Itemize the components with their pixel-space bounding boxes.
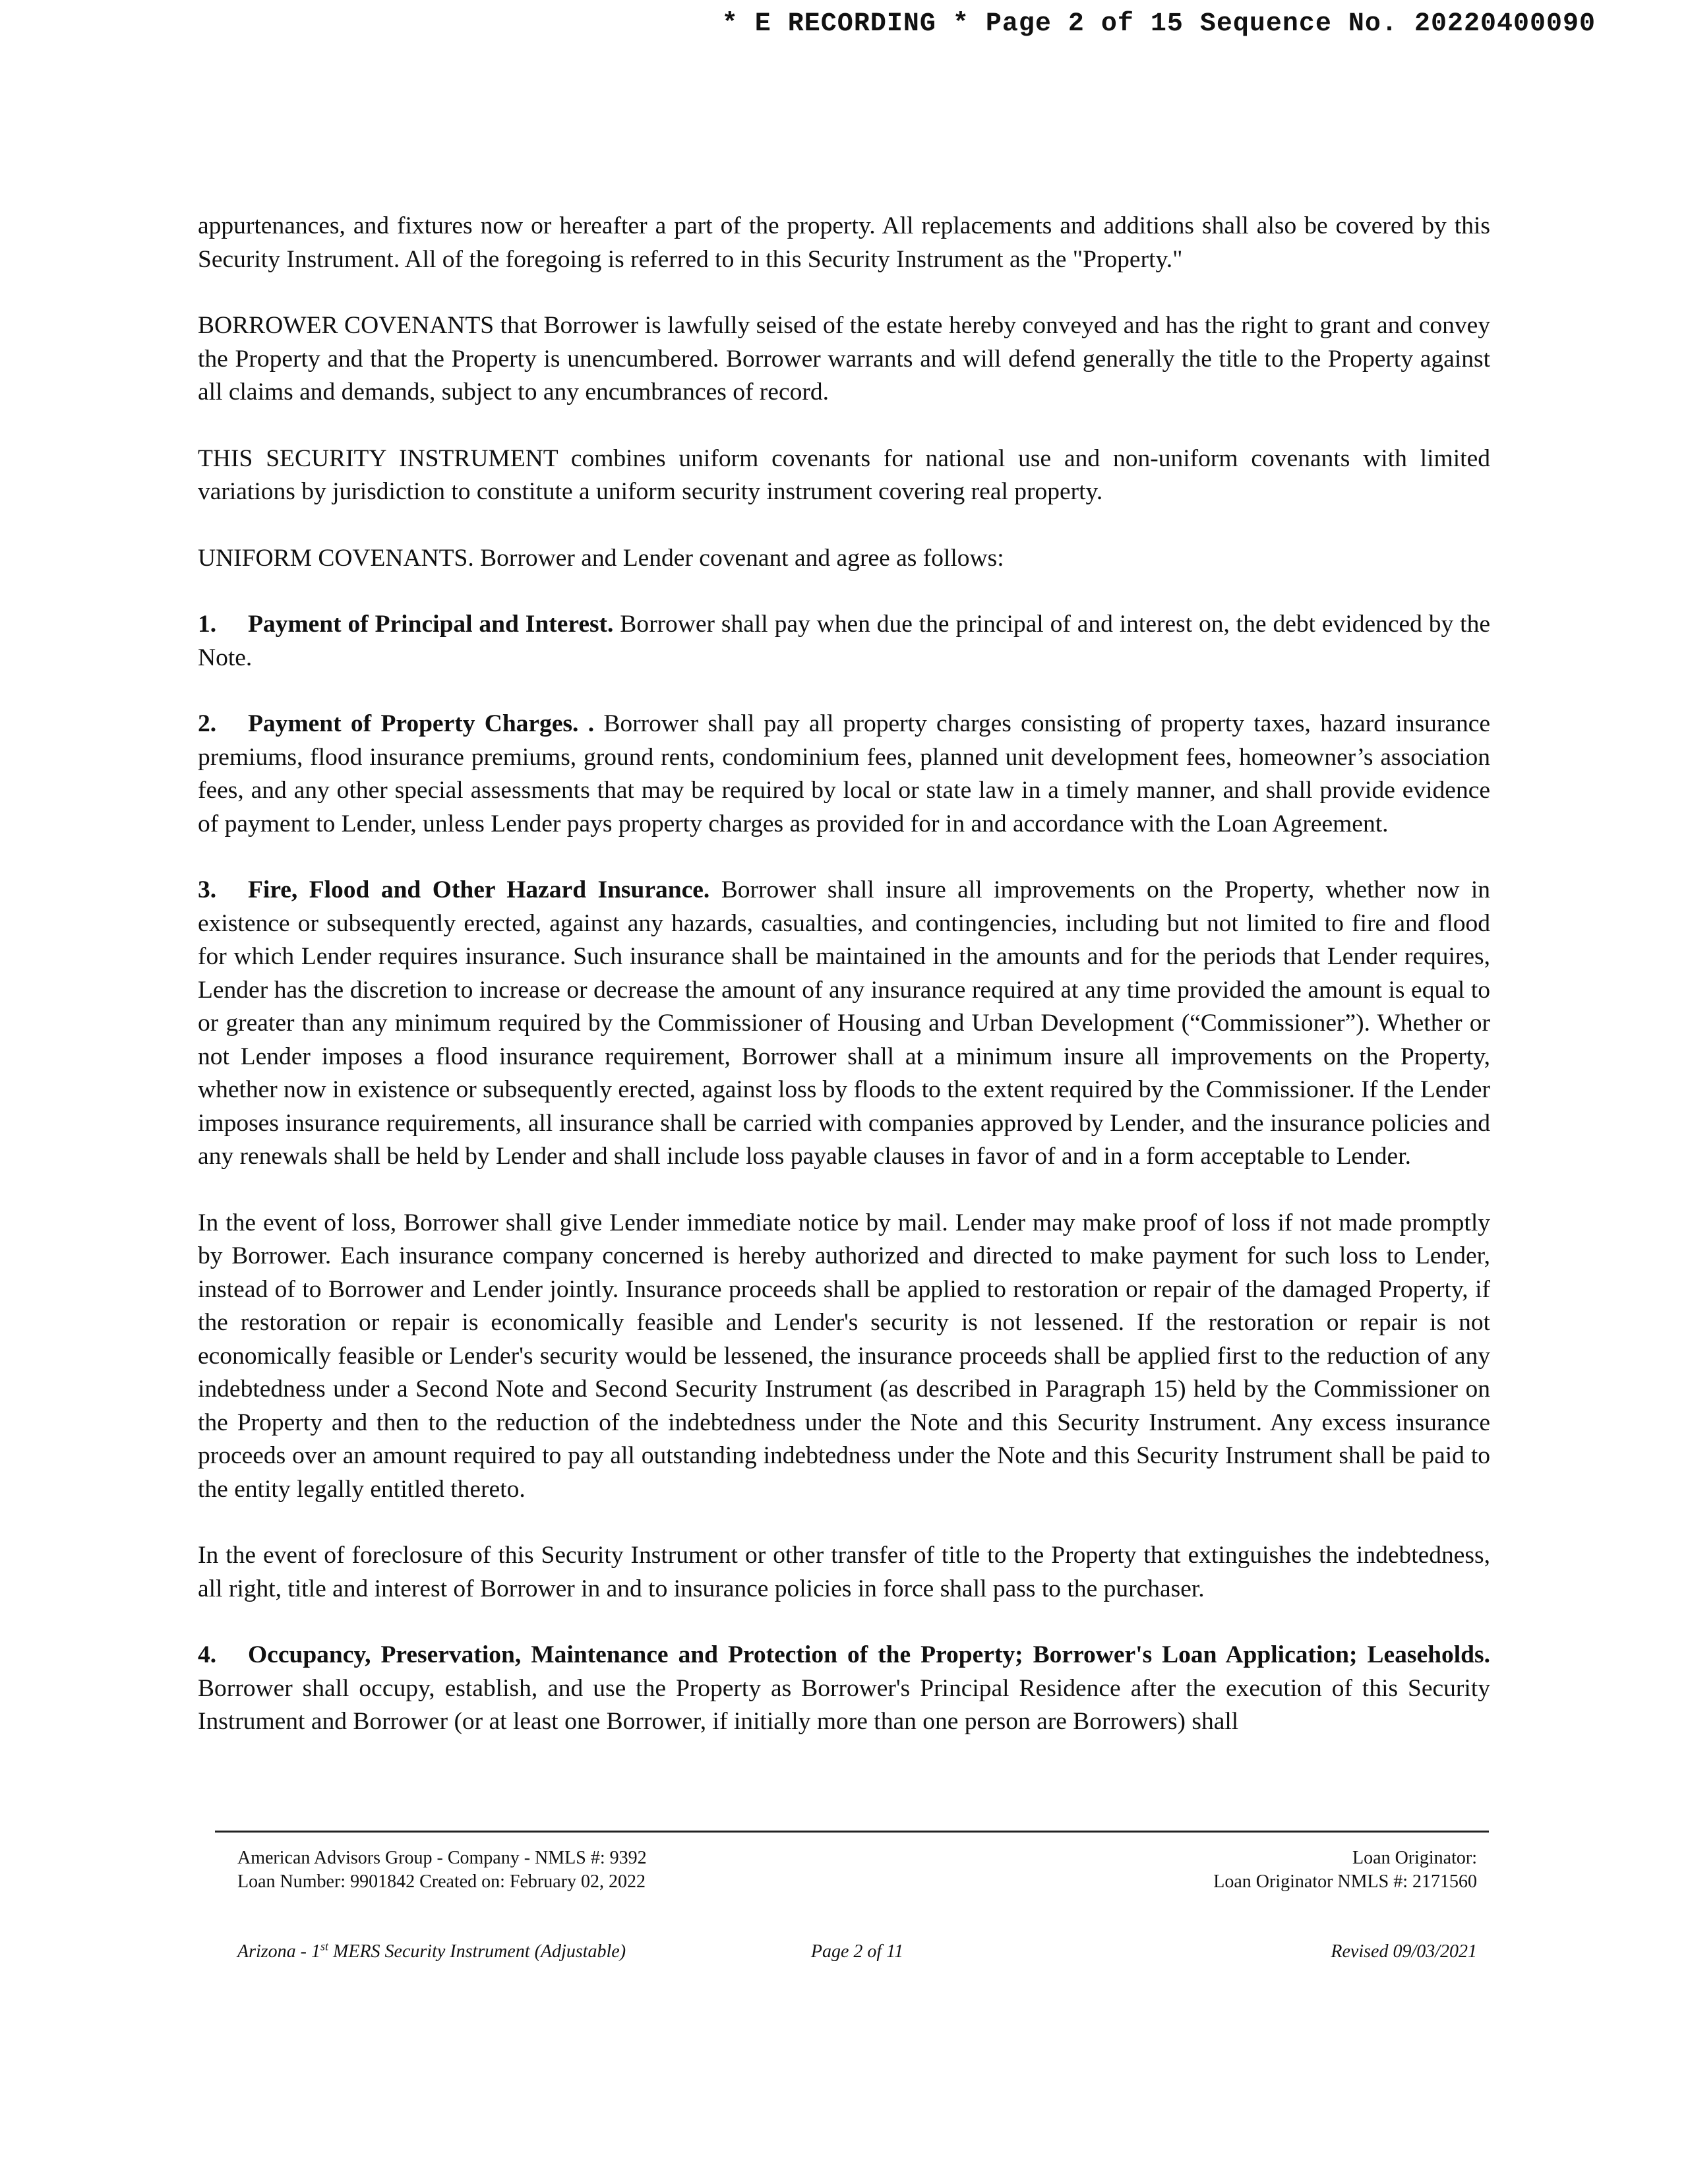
section-number: 3. [198,876,217,903]
section-title: Payment of Principal and Interest. [248,611,614,638]
paragraph-borrower-covenants: BORROWER COVENANTS that Borrower is lawfully seised of the estate hereby conveyed and has the right to grant and convey the Property and that the Property is unencumbered. Borrower warrants and will defend generally the title to the Property against all claims and demands, subject to any encumbrances of record. [198,312,1490,406]
section-title: Fire, Flood and Other Hazard Insurance. [248,876,710,903]
section-text: Borrower shall pay all property charges consisting of property taxes, hazard insurance premiums, flood insurance premiums, ground rents, condominium fees, planned unit development fees, homeowner’s association fees, and any other special assessments that may be required by local or state law in a timely manner, and shall provide evidence of payment to Lender, unless Lender pays property charges as provided for in and accordance with the Loan Agreement. [198,710,1490,837]
footer-divider [215,1831,1489,1833]
section-title: Occupancy, Preservation, Maintenance and Protection of the Property; Borrower's Loan Application; Leaseholds. [248,1641,1490,1668]
loan-originator-nmls: Loan Originator NMLS #: 2171560 [1213,1871,1477,1892]
paragraph-security-instrument: THIS SECURITY INSTRUMENT combines uniform covenants for national use and non-uniform covenants with limited variations by jurisdiction to constitute a uniform security instrument covering real property. [198,444,1490,505]
paragraph-property-definition: appurtenances, and fixtures now or hereafter a part of the property. All replacements and additions shall also be covered by this Security Instrument. All of the foregoing is referred to in this Security Instrument as the "Property." [198,212,1490,273]
section-text: Borrower shall pay when due the principal of and interest on, the debt evidenced by the Note. [198,611,1490,671]
section-text: Borrower shall insure all improvements on the Property, whether now in existence or subsequently erected, against any hazards, casualties, and contingencies, including but not limited to fire and flood for which Lender requires insurance. Such insurance shall be maintained in the amounts and for the periods that Lender requires, Lender has the discretion to increase or decrease the amount of any insurance required at any time provided the amount is equal to or greater than any minimum required by the Commissioner of Housing and Urban Development (“Commissioner”). Whether or not Lender imposes a flood insurance requirement, Borrower shall at a minimum insure all improvements on the Property, whether now in existence or subsequently erected, against loss by floods to the extent required by the Commissioner. If the Lender imposes insurance requirements, all insurance shall be carried with companies approved by Lender, and the insurance policies and any renewals shall be held by Lender and shall include loss payable clauses in favor of and in a form acceptable to Lender. [198,876,1491,1170]
footer-left [237,1846,647,1894]
form-title-prefix: Arizona - 1 [237,1941,320,1962]
section-number: 2. [198,710,217,737]
section-4 [198,1639,1490,1739]
section-number: 1. [198,611,217,638]
form-title-superscript: st [320,1939,329,1953]
section-title: Payment of Property Charges. . [248,710,595,737]
section-text: Borrower shall occupy, establish, and use the Property as Borrower's Principal Residence after the execution of this Security Instrument and Borrower (or at least one Borrower, if initially more than one person are Borrowers) shall [198,1674,1490,1735]
form-title-suffix: MERS Security Instrument (Adjustable) [328,1941,626,1962]
footer-right [1213,1846,1477,1894]
section-number: 4. [198,1641,217,1668]
loan-number-line: Loan Number: 9901842 Created on: February 02, 2022 [237,1871,646,1892]
footer-form-info [237,1940,1477,1966]
footer-info [237,1846,1477,1899]
paragraph-uniform-covenants: UNIFORM COVENANTS. Borrower and Lender covenant and agree as follows: [198,544,1004,572]
document-body [198,210,1490,1739]
recording-header: * E RECORDING * Page 2 of 15 Sequence No. 20220400090 [721,9,1596,39]
section-3-loss-paragraph: In the event of loss, Borrower shall give Lender immediate notice by mail. Lender may make proof of loss if not made promptly by Borrower. Each insurance company concerned is hereby authorized and directed to make payment for such loss to Lender, instead of to Borrower and Lender jointly. Insurance proceeds shall be applied to restoration or repair of the damaged Property, if the restoration or repair is economically feasible and Lender's security is not lessened. If the restoration or repair is not economically feasible or Lender's security would be lessened, the insurance proceeds shall be applied first to the reduction of any indebtedness under a Second Note and Second Security Instrument (as described in Paragraph 15) held by the Commissioner on the Property and then to the reduction of the indebtedness under the Note and this Security Instrument. Any excess insurance proceeds over an amount required to pay all outstanding indebtedness under the Note and this Security Instrument shall be paid to the entity legally entitled thereto. [198,1209,1490,1503]
section-1 [198,608,1490,675]
page-number: Page 2 of 11 [810,1941,904,1962]
company-line: American Advisors Group - Company - NMLS #: 9392 [237,1848,647,1868]
loan-originator-label: Loan Originator: [1352,1848,1477,1868]
revision-date: Revised 09/03/2021 [1331,1941,1477,1962]
section-3-foreclosure-paragraph: In the event of foreclosure of this Security Instrument or other transfer of title to the Property that extinguishes the indebtedness, all right, title and interest of Borrower in and to insurance policies in force shall pass to the purchaser. [198,1542,1490,1602]
section-2 [198,708,1490,841]
section-3 [198,874,1490,1174]
